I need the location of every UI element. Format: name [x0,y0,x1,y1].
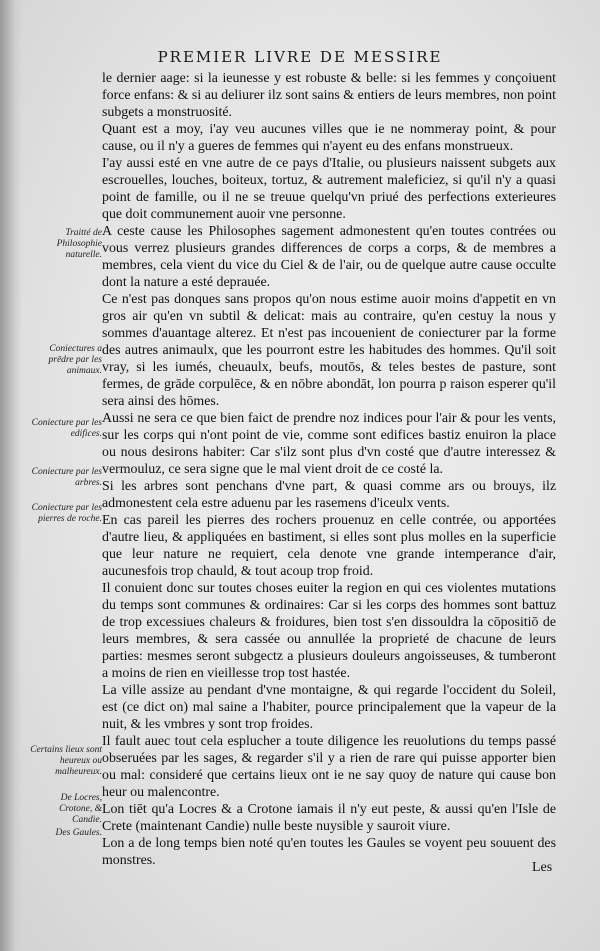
main-text-block [102,70,556,869]
margin-note: Coniecture par les pierres de roche. [31,503,102,524]
margin-note: Coniecture par les arbres. [31,467,102,488]
paragraph: I'ay aussi esté en vne autre de ce pays d'Italie, ou plusieurs naissent subgets aux escrouelles, louches, boiteux, tortuz, & autrement maleficiez, si qu'il n'y a quasi point de famille, ou il ne se treuue quelqu'vn priué des perfections exterieures que doit communement auoir vne personne. [102,156,556,222]
margin-note: Traitté de Philosophie naturelle. [56,228,102,260]
running-head: PREMIER LIVRE DE MESSIRE [157,48,443,66]
paragraph: A ceste cause les Philosophes sagement admonestent qu'en toutes contrées ou vous verrez plusieurs grandes differences de corps a corps, & de membres a membres, cela vient du vice du Ciel & de l'air, ou de quelque autre cause occulte dont la nature a esté deprauée. [102,224,556,290]
paragraph: En cas pareil les pierres des rochers prouenuz en celle contrée, ou apportées d'autre lieu, & appliquées en bastiment, si elles sont plus molles en la superficie que leur nature ne requiert, cela denote vne grande intemperance d'air, aucunesfois trop chauld, & tout acoup trop froid. [102,513,556,579]
paragraph: Quant est a moy, i'ay veu aucunes villes que ie ne nommeray point, & pour cause, ou il n'y a gueres de femmes qui n'ayent eu des enfans monstrueux. [102,122,556,154]
paragraph: La ville assize au pendant d'vne montaigne, & qui regarde l'occident du Soleil, est (ce dict on) mal saine a l'habiter, pource principalement que la vapeur de la nuit, & les vmbres y sont trop froides. [102,683,556,732]
paragraph: Il fault auec tout cela esplucher a toute diligence les reuolutions du temps passé obseruées par les sages, & regarder s'il y a rien de rare qui puisse apporter bien ou mal: consideré que certains lieux ont ie ne say quoy de nature qui cause bon heur ou malencontre. [102,734,556,800]
paragraph: Il conuient donc sur toutes choses euiter la region en qui ces violentes mutations du temps sont communes & ordinaires: Car si les corps des hommes sont battuz de trop excessiues chaleurs & froidures, bien tost s'en dissouldra la cōpositiō de leurs membres, & sera cassée ou annullée la proprieté de chacune de leurs parties: mesmes seront subgectz a plusieurs douleurs angoisseuses, & tumberont a moins de rien en vieillesse trop tost hastée. [102,581,556,681]
margin-note: Coniecture par les edifices. [31,418,102,439]
paragraph: Ce n'est pas donques sans propos qu'on nous estime auoir moins d'appetit en vn gros air qu'en vn subtil & delicat: mais au contraire, qu'en cestuy la nous y sommes d'auantage alterez. Et n'est pas incouenient de coniecturer par la forme des autres animaulx, que les pourront estre les habitudes des hommes. Qu'il soit vray, si les iumés, cheuaulx, beufs, moutōs, & teles bestes de pasture, sont fermes, de grāde corpulēce, & en nōbre abondāt, lon pourra p raison esperer qu'il sera ainsi des hōmes. [102,292,556,409]
paragraph: Lon tiēt qu'a Locres & a Crotone iamais il n'y eut peste, & aussi qu'en l'Isle de Crete (maintenant Candie) nulle beste nuysible y sauroit viure. [102,802,556,834]
margin-note: Certains lieux sont heureux ou malheureux. [30,745,102,777]
page-gutter-shadow [0,0,22,951]
margin-note: Coniectures a prēdre par les animaux. [48,344,102,376]
margin-note: Des Gaules. [55,828,102,838]
catchword: Les [532,860,553,875]
paragraph: Lon a de long temps bien noté qu'en toutes les Gaules se voyent peu souuent des monstres. [102,836,556,868]
paragraph: Si les arbres sont penchans d'vne part, & quasi comme ars ou brouys, ilz admonestent cela estre aduenu par les rasemens d'iceulx vents. [102,479,556,511]
paragraph: Aussi ne sera ce que bien faict de prendre noz indices pour l'air & pour les vents, sur les corps qui n'ont point de vie, comme sont edifices bastiz enuiron la place ou nous desirons habiter: Car s'ilz sont plus d'vn costé que d'autre interessez & vermouluz, ce sera signe que le mal vient droit de ce costé la. [102,411,556,477]
margin-note: De Locres, Crotone, & Candie. [59,793,102,825]
paragraph: le dernier aage: si la ieunesse y est robuste & belle: si les femmes y conçoiuent force enfans: & si au deliurer ilz sont sains & entiers de leurs membres, non point subgets a monstruosité. [102,71,556,120]
